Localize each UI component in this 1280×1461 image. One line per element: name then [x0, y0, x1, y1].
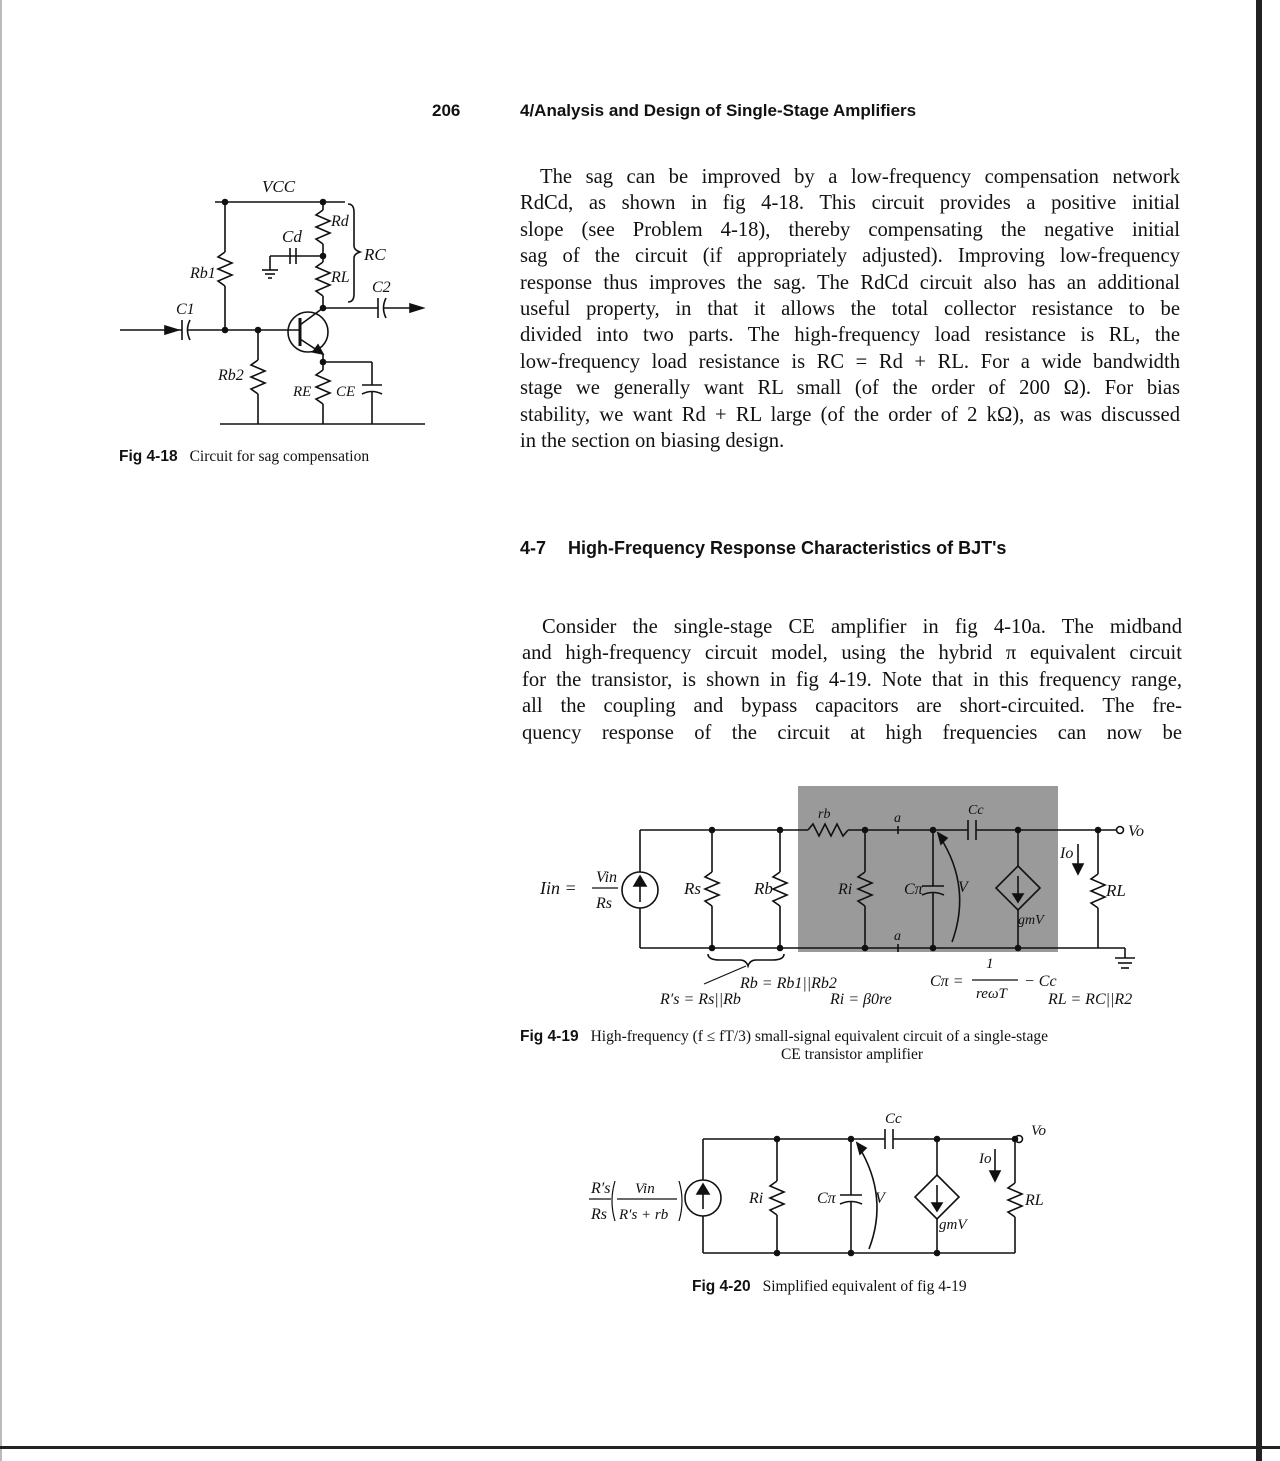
text-line: all the coupling and bypass capacitors are short-circuited. The fre-: [522, 695, 1182, 718]
fig-4-19-caption-line1: High-frequency (f ≤ fT/3) small-signal equivalent circuit of a single-stage: [590, 1028, 1048, 1045]
section-number: 4-7: [520, 538, 547, 558]
eq-ri: Ri = β0re: [830, 991, 892, 1008]
eq-rb: Rb = Rb1||Rb2: [740, 975, 837, 992]
label-cc: Cc: [968, 803, 984, 818]
label-src-num2: Vin: [635, 1181, 655, 1197]
eq-rs: R′s = Rs||Rb: [660, 991, 741, 1008]
label-rl: RL: [1025, 1192, 1044, 1209]
label-src-den1: Rs: [591, 1206, 607, 1223]
label-rb2: Rb2: [218, 367, 244, 384]
scan-edge-left: [0, 0, 2, 1461]
label-ri: Ri: [749, 1190, 764, 1207]
label-rs: Rs: [684, 879, 701, 898]
label-cpi: Cπ: [904, 881, 923, 898]
label-rb: Rb: [754, 879, 773, 898]
text-line: slope (see Problem 4-18), thereby compensating the negative initial: [520, 218, 1180, 241]
fig-4-19-circuit: [540, 782, 1160, 1014]
label-v: V: [875, 1190, 885, 1207]
scan-edge-bottom: [0, 1446, 1280, 1449]
eq-cpi-tail: − Cc: [1024, 973, 1057, 990]
fig-4-20-caption: [692, 1278, 967, 1296]
label-rd: Rd: [331, 213, 349, 230]
text-line: for the transistor, is shown in fig 4-19. Note that in this frequency range,: [522, 668, 1182, 691]
label-rc: RC: [364, 245, 386, 264]
eq-cpi-lhs: Cπ =: [930, 973, 964, 990]
paragraph-sag-compensation: [520, 164, 1180, 454]
fig-4-18-caption: [119, 448, 369, 466]
paragraph-high-frequency: [522, 614, 1182, 746]
fig-4-18-label: Fig 4-18: [119, 448, 178, 465]
label-src-num1: R′s: [591, 1180, 611, 1197]
label-cc: Cc: [885, 1111, 902, 1127]
fig-4-18-caption-text: Circuit for sag compensation: [189, 448, 370, 465]
label-cpi: Cπ: [817, 1190, 836, 1207]
label-io: Io: [979, 1151, 992, 1167]
text-line: The sag can be improved by a low-frequency compensation network: [540, 166, 1180, 188]
label-rl: RL: [1106, 881, 1126, 900]
text-line: stability, we want Rd + RL large (of the order of 2 kΩ), as was discussed: [520, 403, 1180, 426]
label-re: RE: [293, 384, 312, 400]
label-ce: CE: [336, 384, 356, 400]
text-line: and high-frequency circuit model, using the hybrid π equivalent circuit: [522, 642, 1182, 665]
fig-4-20-circuit: [585, 1105, 1075, 1265]
text-line: Consider the single-stage CE amplifier in fig 4-10a. The midband: [542, 616, 1182, 638]
label-rs-den: Rs: [596, 895, 612, 912]
scan-edge-right: [1256, 0, 1262, 1461]
fig-4-20-caption-text: Simplified equivalent of fig 4-19: [762, 1278, 967, 1295]
fig-4-19-caption-line2: CE transistor amplifier: [780, 1046, 924, 1063]
label-a-top: a: [894, 811, 901, 826]
eq-cpi-num: 1: [986, 956, 994, 972]
label-a-bottom: a: [894, 929, 901, 944]
label-rl: RL: [331, 269, 350, 286]
text-line: in the section on biasing design.: [520, 430, 785, 453]
label-v: V: [958, 879, 968, 896]
label-gmv: gmV: [939, 1217, 967, 1233]
label-vo: Vo: [1031, 1123, 1046, 1139]
label-src-den2: R′s + rb: [619, 1207, 669, 1223]
label-rb1: Rb1: [190, 265, 216, 282]
label-io: Io: [1060, 845, 1074, 862]
section-heading: [520, 538, 1006, 559]
text-line: divided into two parts. The high-frequency load resistance is RL, the: [520, 324, 1180, 347]
label-gmv: gmV: [1018, 913, 1044, 928]
text-line: stage we generally want RL small (of the order of 200 Ω). For bias: [520, 377, 1180, 400]
label-rbb: rb: [818, 807, 831, 822]
text-line: low-frequency load resistance is RC = Rd + RL. For a wide bandwidth: [520, 350, 1180, 373]
section-title: High-Frequency Response Characteristics of BJT's: [568, 538, 1007, 558]
page-number: 206: [432, 101, 461, 120]
label-vin: Vin: [596, 869, 618, 886]
text-line: useful property, in that it allows the total collector resistance to be: [520, 298, 1180, 321]
label-cd: Cd: [282, 227, 302, 246]
eq-cpi-den: reωT: [976, 986, 1007, 1002]
fig-4-19-label: Fig 4-19: [520, 1028, 579, 1045]
chapter-title: 4/Analysis and Design of Single-Stage Amplifiers: [520, 101, 917, 120]
text-line: sag of the circuit (if appropriately adjusted). Improving low-frequency: [520, 245, 1180, 268]
running-header: [0, 101, 1280, 125]
text-line: quency response of the circuit at high frequencies can now be: [522, 721, 1182, 744]
text-line: RdCd, as shown in fig 4-18. This circuit provides a positive initial: [520, 192, 1180, 215]
label-vcc: VCC: [262, 177, 296, 196]
fig-4-18-circuit: [110, 170, 440, 440]
label-vo: Vo: [1128, 823, 1144, 840]
fig-4-19-caption: [520, 1028, 1184, 1064]
label-c1: C1: [176, 301, 195, 318]
eq-rl: RL = RC||R2: [1048, 991, 1133, 1008]
label-c2: C2: [372, 279, 391, 296]
fig-4-20-label: Fig 4-20: [692, 1278, 751, 1295]
text-line: response thus improves the sag. The RdCd circuit also has an additional: [520, 271, 1180, 294]
label-iin: Iin =: [540, 878, 577, 898]
label-ri: Ri: [838, 881, 853, 898]
